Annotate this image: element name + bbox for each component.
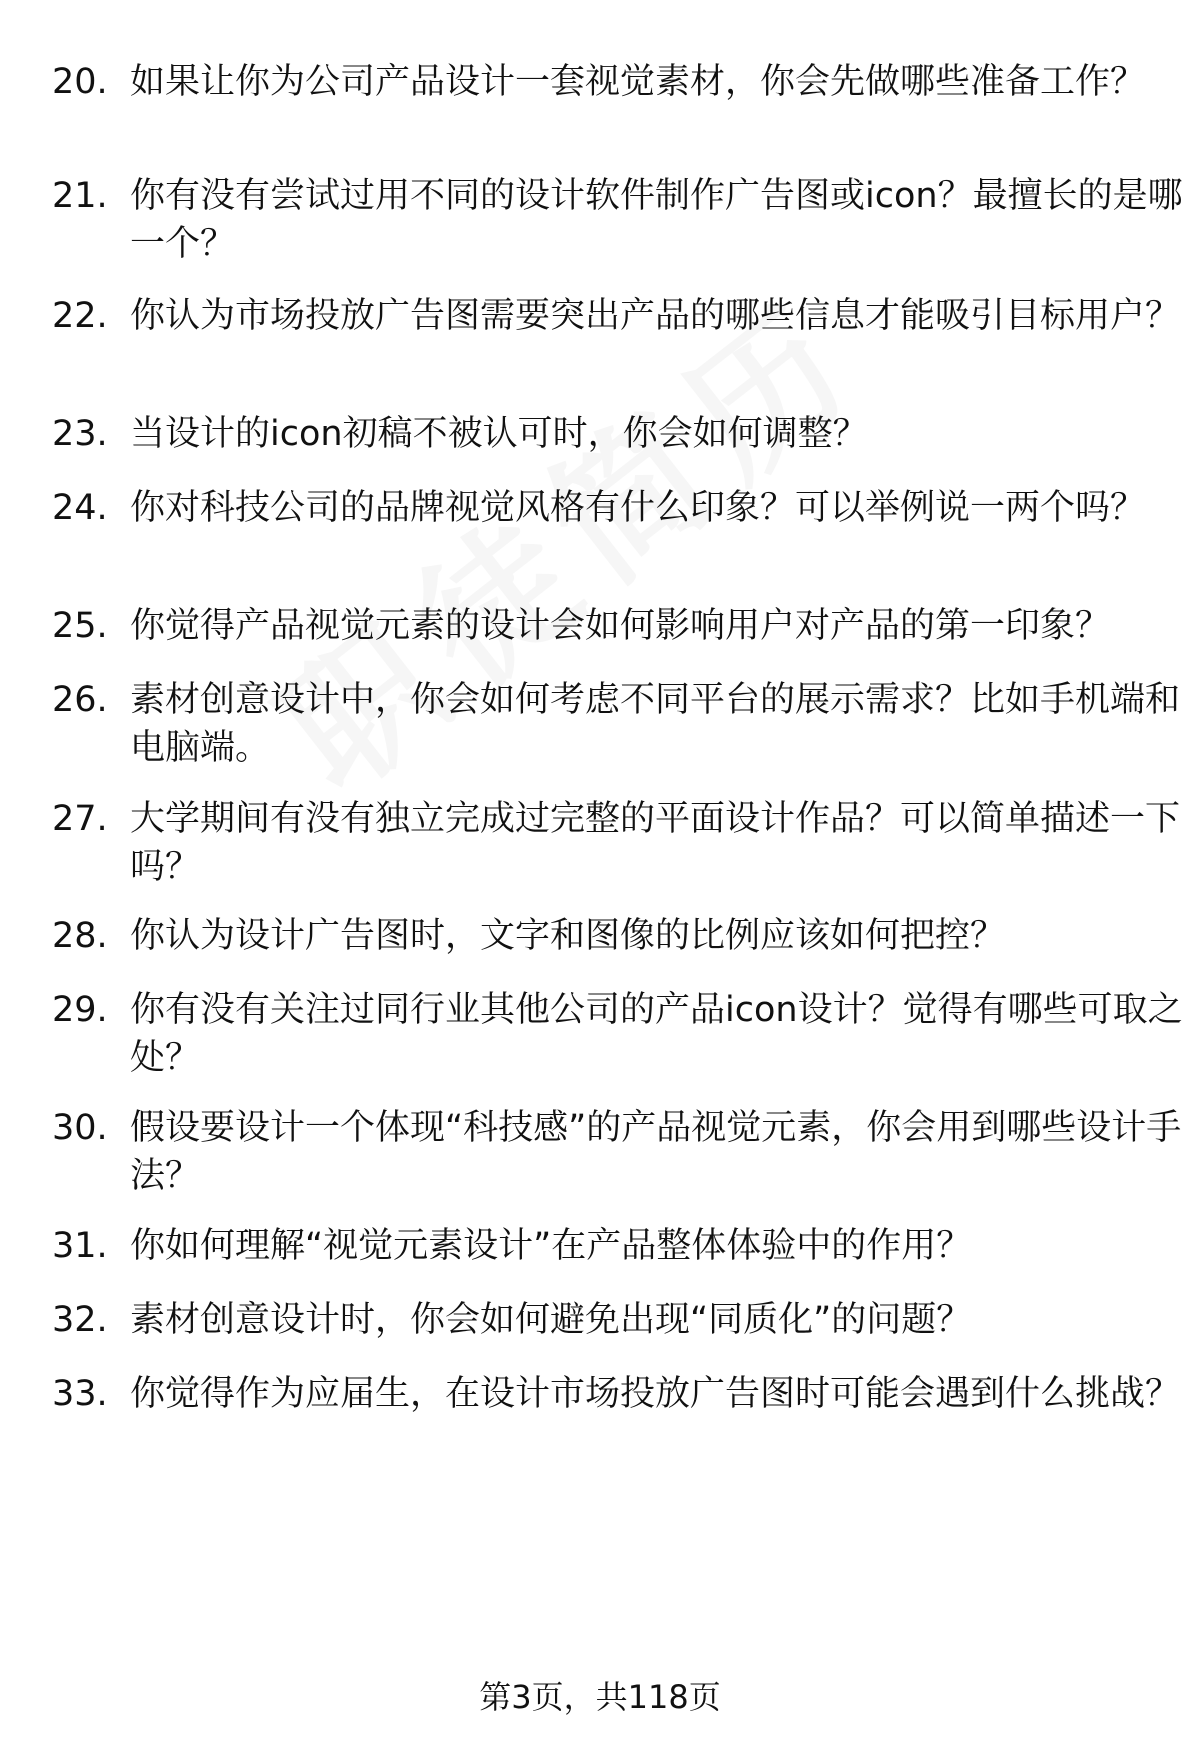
question-text: 当设计的icon初稿不被认可时，你会如何调整？	[130, 414, 868, 454]
question-number: 33.	[52, 1374, 108, 1414]
question-text: 你对科技公司的品牌视觉风格有什么印象？可以举例说一两个吗？	[130, 488, 1146, 528]
question-number: 24.	[52, 488, 108, 528]
question-number: 30.	[52, 1108, 108, 1148]
question-text: 如果让你为公司产品设计一套视觉素材，你会先做哪些准备工作？	[130, 62, 1146, 102]
question-number: 23.	[52, 414, 108, 454]
question-text: 你认为市场投放广告图需要突出产品的哪些信息才能吸引目标用户？	[130, 296, 1181, 336]
question-text: 你有没有尝试过用不同的设计软件制作广告图或icon？最擅长的是哪一个？	[130, 176, 1183, 264]
page-number-footer: 第3页，共118页	[479, 1678, 721, 1716]
question-text: 素材创意设计中，你会如何考虑不同平台的展示需求？比如手机端和电脑端。	[130, 680, 1181, 768]
question-text: 大学期间有没有独立完成过完整的平面设计作品？可以简单描述一下吗？	[130, 799, 1181, 887]
question-text: 你有没有关注过同行业其他公司的产品icon设计？觉得有哪些可取之处？	[130, 990, 1183, 1078]
question-text: 素材创意设计时，你会如何避免出现“同质化”的问题？	[130, 1300, 972, 1340]
question-text: 你认为设计广告图时，文字和图像的比例应该如何把控？	[130, 916, 1006, 956]
question-number: 25.	[52, 606, 108, 646]
question-text: 你觉得产品视觉元素的设计会如何影响用户对产品的第一印象？	[130, 606, 1111, 646]
question-number: 21.	[52, 176, 108, 216]
question-number: 27.	[52, 799, 108, 839]
question-number: 28.	[52, 916, 108, 956]
question-number: 26.	[52, 680, 108, 720]
question-text: 假设要设计一个体现“科技感”的产品视觉元素，你会用到哪些设计手法？	[130, 1108, 1182, 1196]
question-text: 你如何理解“视觉元素设计”在产品整体体验中的作用？	[130, 1226, 972, 1266]
question-number: 22.	[52, 296, 108, 336]
question-number: 31.	[52, 1226, 108, 1266]
question-number: 29.	[52, 990, 108, 1030]
question-text: 你觉得作为应届生，在设计市场投放广告图时可能会遇到什么挑战？	[130, 1374, 1181, 1414]
question-number: 32.	[52, 1300, 108, 1340]
question-number: 20.	[52, 62, 108, 102]
